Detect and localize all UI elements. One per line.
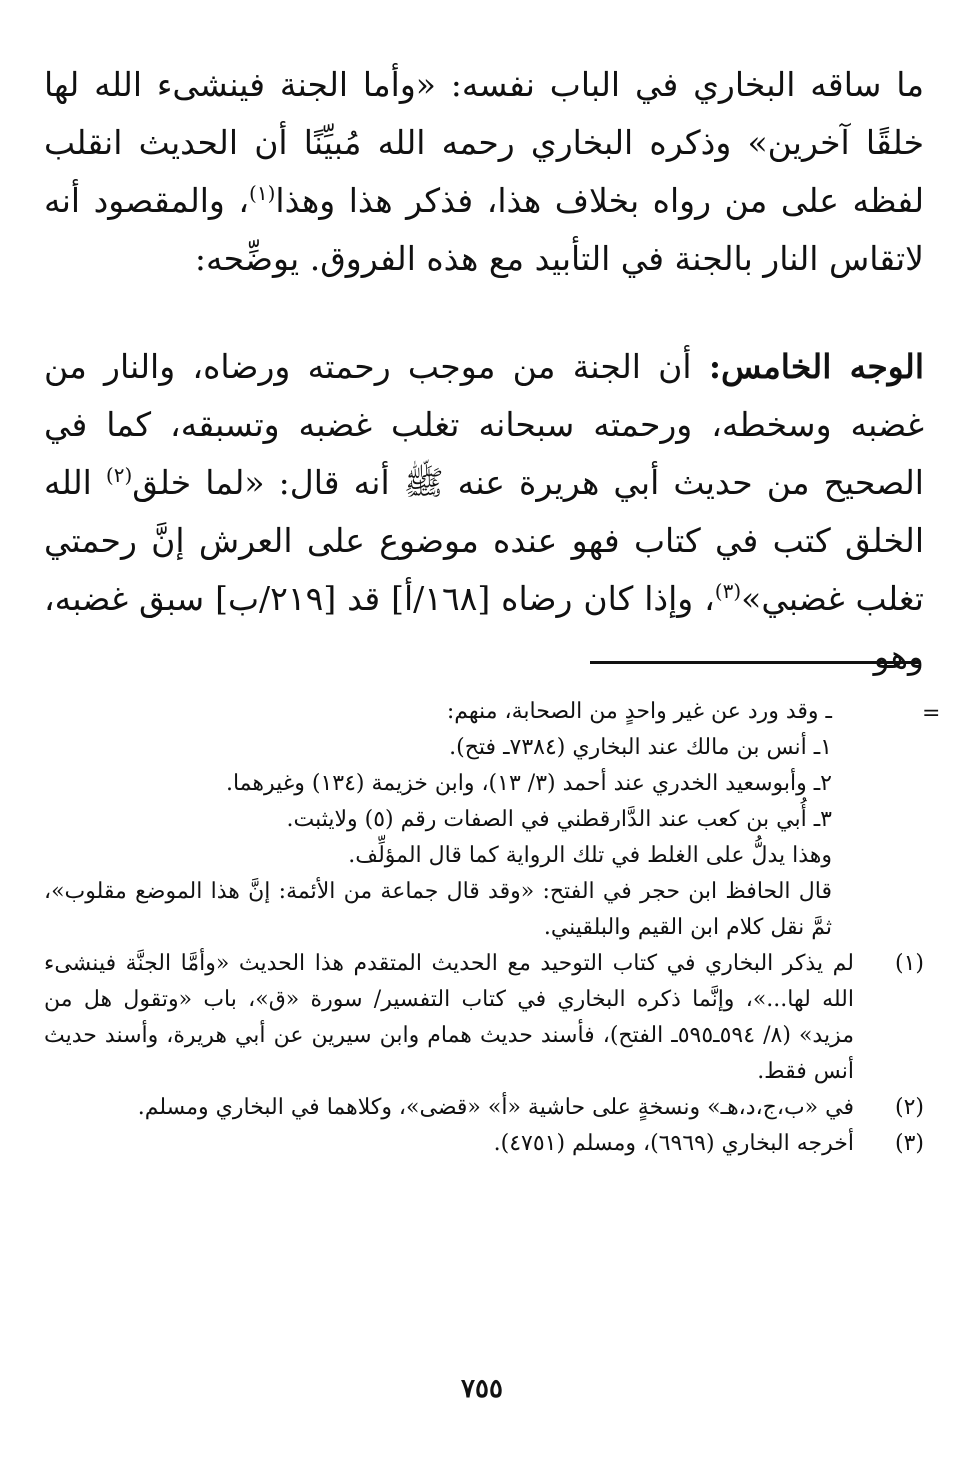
paragraph-2-text-2: الله الخلق كتب في كتاب فهو عنده موضوع على العرش إنَّ رحمتي تغلب غضبي» (44, 463, 924, 618)
footnote-2 (44, 1090, 924, 1126)
footnote-ref-3[interactable]: (٣) (714, 579, 742, 603)
paragraph-2-text: أن الجنة من موجب رحمته ورضاه، والنار من غضبه وسخطه، ورحمته سبحانه تغلب غضبه وتسبقه، كما في الصحيح من حديث أبي هريرة عنه ﷺ أنه قال: «لما خلق (44, 347, 924, 502)
footnote-3 (44, 1126, 924, 1162)
footnote-text: لم يذكر البخاري في كتاب التوحيد مع الحديث المتقدم هذا الحديث «وأمَّا الجنَّة فينشىء الله لها...»، وإنَّما ذكره البخاري في كتاب التفسير/ سورة «ق»، باب «وتقول هل من مزيد» (٨/ ٥٩٤ـ٥٩٥ـ الفتح)، فأسند حديث همام وابن سيرين عن أبي هريرة، وأسند حديث أنس فقط. (44, 951, 855, 1084)
main-paragraph-1 (44, 56, 924, 288)
footnote-ref-2[interactable]: (٢) (105, 463, 133, 487)
footnote-continuation-line: قال الحافظ ابن حجر في الفتح: «وقد قال جماعة من الأئمة: إنَّ هذا الموضع مقلوب»، ثمَّ نقل كلام ابن القيم والبلقيني. (44, 879, 832, 940)
page-number: ٧٥٥ (461, 1374, 503, 1404)
footnote-separator-rule (590, 661, 920, 664)
footnote-continuation-line: ١ـ أنس بن مالك عند البخاري (٧٣٨٤ـ فتح). (449, 735, 832, 760)
footnote-1 (44, 946, 924, 1090)
footnote-continuation-line: ٢ـ وأبوسعيد الخدري عند أحمد (٣/ ١٣)، وابن خزيمة (١٣٤) وغيرهما. (225, 771, 832, 796)
footnote-number: (٣) (894, 1131, 924, 1156)
main-paragraph-2 (44, 338, 924, 686)
footnote-ref-1[interactable]: (١) (249, 181, 276, 205)
section-heading-fifth-aspect: الوجه الخامس: (708, 347, 924, 386)
paragraph-1-text: ما ساقه البخاري في الباب نفسه: «وأما الجنة فينشىء الله لها خلقًا آخرين» وذكره البخاري رحمه الله مُبيِّنًا أن الحديث انقلب لفظه على من رواه بخلاف هذا، فذكر هذا وهذا (44, 65, 924, 220)
footnote-continuation-line: ـ وقد ورد عن غير واحدٍ من الصحابة، منهم: (446, 699, 832, 724)
paragraph-2-text-3: ، وإذا كان رضاه [١٦٨/أ] قد [٢١٩/ب] سبق غضبه، وهو (44, 579, 924, 676)
footnote-continuation-line: وهذا يدلُّ على الغلط في تلك الرواية كما قال المؤلِّف. (348, 843, 832, 868)
footnotes-area (44, 694, 924, 1162)
footnote-number: (١) (894, 951, 924, 976)
paragraph-1-text-after: ، والمقصود أنه لاتقاس النار بالجنة في التأبيد مع هذه الفروق. يوضِّحه: (44, 181, 924, 278)
footnote-text: في «ب،ج،د،هـ» ونسخةٍ على حاشية «أ» «قضى»، وكلاهما في البخاري ومسلم. (137, 1095, 854, 1120)
footnote-text: أخرجه البخاري (٦٩٦٩)، ومسلم (٤٧٥١). (493, 1131, 854, 1156)
footnote-number: (٢) (894, 1095, 924, 1120)
footnote-continuation-line: ٣ـ أُبي بن كعب عند الدَّارقطني في الصفات رقم (٥) ولايثبت. (286, 807, 832, 832)
footnote-continuation-mark: = (922, 701, 941, 726)
footnote-continuation (44, 694, 924, 946)
